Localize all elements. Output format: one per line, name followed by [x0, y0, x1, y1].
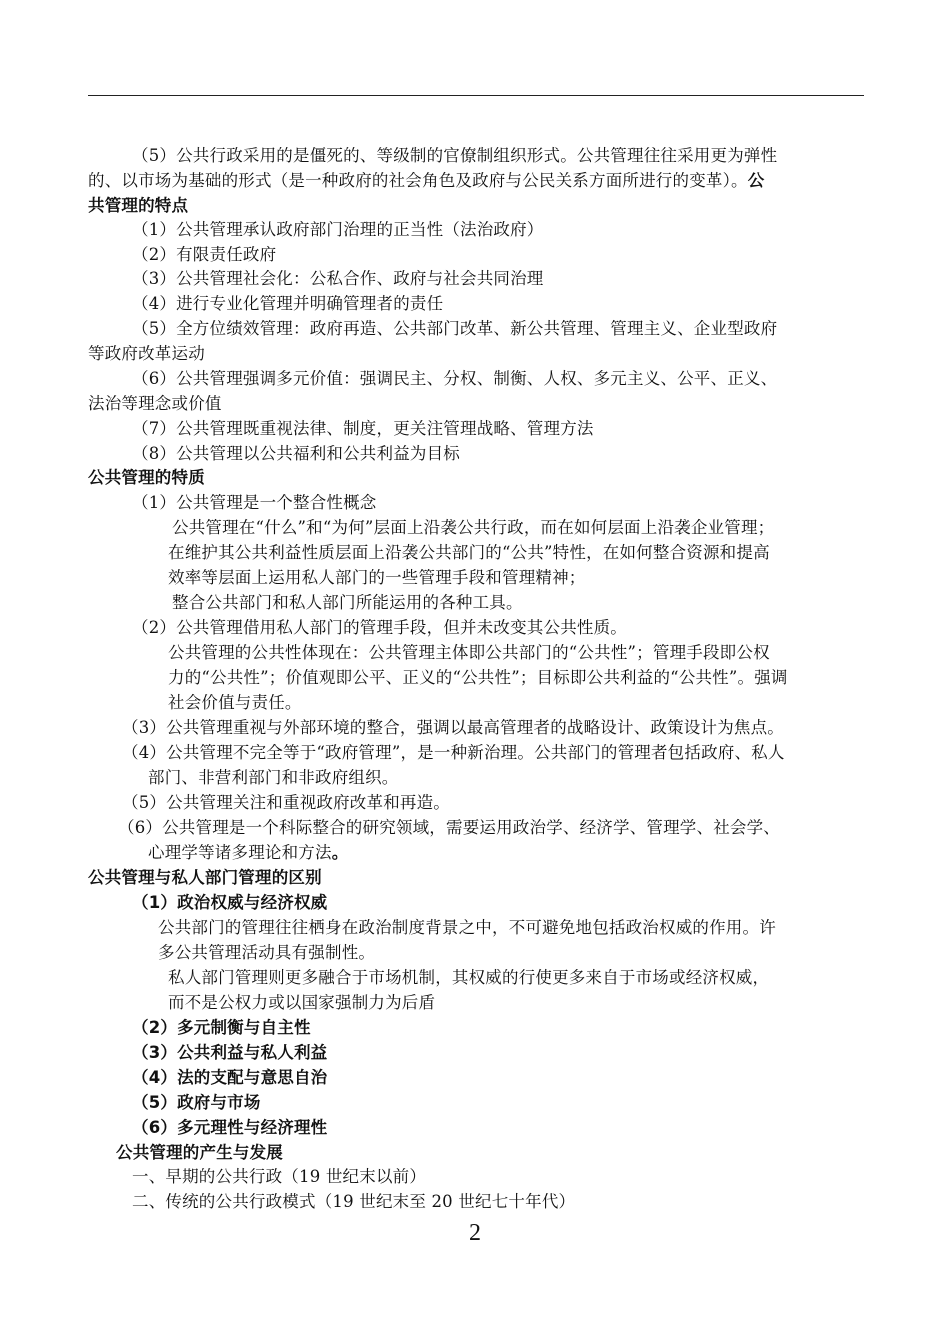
list-item: 二、传统的公共行政模式（19 世纪末至 20 世纪七十年代）	[132, 1192, 576, 1211]
paragraph-line: 私人部门管理则更多融合于市场机制，其权威的行使更多来自于市场或经济权威，	[168, 968, 770, 987]
paragraph-line	[88, 168, 764, 193]
list-item: （1）公共管理承认政府部门治理的正当性（法治政府）	[132, 220, 544, 239]
list-item-continuation: 等政府改革运动	[88, 344, 205, 363]
paragraph-line: 力的“公共性”；价值观即公平、正义的“公共性”；目标即公共利益的“公共性”。强调	[168, 668, 788, 687]
section-heading: 公共管理与私人部门管理的区别	[88, 868, 322, 887]
list-item: （4）公共管理不完全等于“政府管理”，是一种新治理。公共部门的管理者包括政府、私人	[122, 743, 785, 762]
list-item: （1）公共管理是一个整合性概念	[132, 493, 377, 512]
list-item-continuation: 法治等理念或价值	[88, 394, 222, 413]
paragraph-line: 在维护其公共利益性质层面上沿袭公共部门的“公共”特性，在如何整合资源和提高	[168, 543, 770, 562]
paragraph-line: 公共部门的管理往往栖身在政治制度背景之中，不可避免地包括政治权威的作用。许	[158, 918, 776, 937]
paragraph-line: 整合公共部门和私人部门所能运用的各种工具。	[172, 593, 523, 612]
paragraph-line: 效率等层面上运用私人部门的一些管理手段和管理精神；	[168, 568, 586, 587]
punctuation: 。	[331, 843, 349, 862]
list-item: （3）公共管理社会化：公私合作、政府与社会共同治理	[132, 269, 544, 288]
section-heading: 公共管理的产生与发展	[116, 1143, 283, 1162]
section-heading: 公共管理的特质	[88, 468, 205, 487]
subheading: （4）法的支配与意思自治	[132, 1068, 328, 1087]
list-item: （2）公共管理借用私人部门的管理手段，但并未改变其公共性质。	[132, 618, 627, 637]
list-item: （5）全方位绩效管理：政府再造、公共部门改革、新公共管理、管理主义、企业型政府	[132, 319, 778, 338]
header-rule	[88, 95, 864, 96]
paragraph-line: 社会价值与责任。	[168, 693, 302, 712]
list-item: （2）有限责任政府	[132, 245, 277, 264]
paragraph-line: 公共管理的公共性体现在：公共管理主体即公共部门的“公共性”；管理手段即公权	[168, 643, 770, 662]
paragraph-text: 的、以市场为基础的形式（是一种政府的社会角色及政府与公民关系方面所进行的变革）。	[88, 171, 748, 190]
subheading: （2）多元制衡与自主性	[132, 1018, 311, 1037]
list-item: （6）公共管理是一个科际整合的研究领域，需要运用政治学、经济学、管理学、社会学、	[118, 818, 780, 837]
section-heading: 共管理的特点	[88, 196, 189, 215]
list-item: （8）公共管理以公共福利和公共利益为目标	[132, 444, 460, 463]
subheading: （6）多元理性与经济理性	[132, 1118, 328, 1137]
list-item: （6）公共管理强调多元价值：强调民主、分权、制衡、人权、多元主义、公平、正义、	[132, 369, 778, 388]
subheading: （1）政治权威与经济权威	[132, 893, 328, 912]
list-item: （4）进行专业化管理并明确管理者的责任	[132, 294, 444, 313]
paragraph-line: 多公共管理活动具有强制性。	[158, 943, 376, 962]
paragraph-text: 心理学等诸多理论和方法	[148, 843, 332, 862]
list-item-continuation: 部门、非营利部门和非政府组织。	[148, 768, 399, 787]
list-item: （5）公共管理关注和重视政府改革和再造。	[122, 793, 450, 812]
list-item: （7）公共管理既重视法律、制度，更关注管理战略、管理方法	[132, 419, 594, 438]
paragraph-line: 而不是公权力或以国家强制力为后盾	[168, 993, 436, 1012]
list-item-continuation	[148, 840, 348, 865]
heading-fragment: 公	[747, 171, 765, 190]
page-number: 2	[469, 1220, 481, 1246]
subheading: （3）公共利益与私人利益	[132, 1043, 328, 1062]
paragraph-line: 公共管理在“什么”和“为何”层面上沿袭公共行政，而在如何层面上沿袭企业管理；	[172, 518, 775, 537]
subheading: （5）政府与市场	[132, 1093, 261, 1112]
paragraph-line: （5）公共行政采用的是僵死的、等级制的官僚制组织形式。公共管理往往采用更为弹性	[132, 146, 778, 165]
list-item: 一、早期的公共行政（19 世纪末以前）	[132, 1167, 427, 1186]
list-item: （3）公共管理重视与外部环境的整合，强调以最高管理者的战略设计、政策设计为焦点。	[122, 718, 784, 737]
